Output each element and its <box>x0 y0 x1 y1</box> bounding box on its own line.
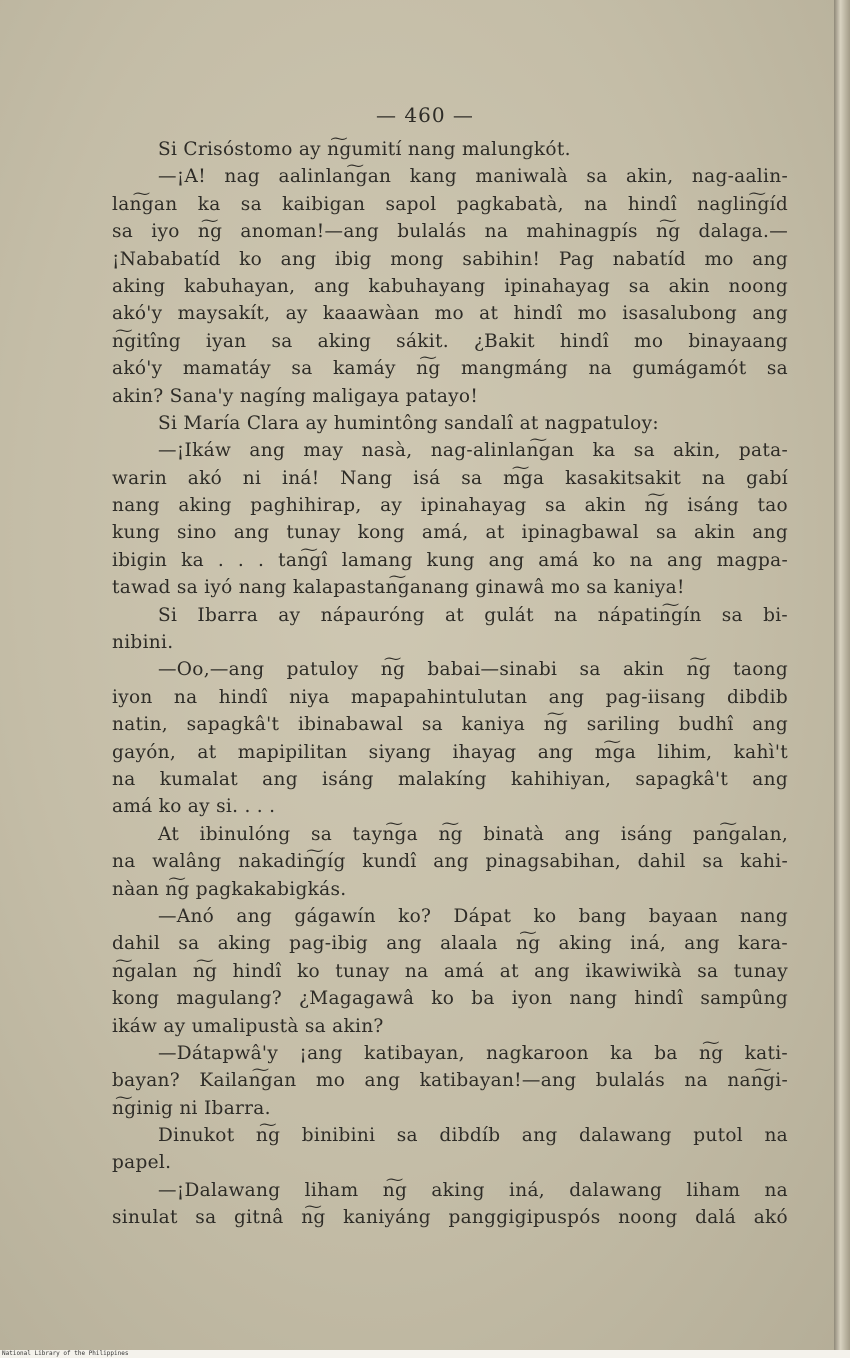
text-line: n͠ginig ni Ibarra. <box>112 1097 271 1119</box>
text-line: Dinukot n͠g binibini sa dibdíb ang dalawang putol na <box>158 1125 788 1147</box>
text-line: aking kabuhayan, ang kabuhayang ipinahayag sa akin noong <box>112 275 788 297</box>
library-credit: National Library of the Philippines <box>2 1350 129 1357</box>
text-line: ¡Nababatíd ko ang ibig mong sabihin! Pag nabatíd mo ang <box>112 248 788 270</box>
text-line: nang aking paghihirap, ay ipinahayag sa akin n͠g isáng tao <box>112 495 788 517</box>
page-number: — 460 — <box>376 103 474 127</box>
text-line: natin, sapagkâ't ibinabawal sa kaniya n͠g sariling budhî ang <box>112 714 788 736</box>
text-line: ikáw ay umalipustà sa akin? <box>112 1015 384 1037</box>
text-line: —¡Ikáw ang may nasà, nag-alinlan͠gan ka sa akin, pata- <box>158 440 788 462</box>
text-line: akó'y maysakít, ay kaaawàan mo at hindî mo isasalubong ang <box>112 303 788 325</box>
text-line: ibigin ka . . . tan͠gî lamang kung ang amá ko na ang magpa- <box>112 549 788 571</box>
text-line: kung sino ang tunay kong amá, at ipinagbawal sa akin ang <box>112 522 788 544</box>
body-text <box>112 136 788 1232</box>
text-line: warin akó ni iná! Nang isá sa m͠ga kasakitsakit na gabí <box>112 467 788 489</box>
text-line: nibini. <box>112 632 174 654</box>
text-line: nàan n͠g pagkakabigkás. <box>112 878 347 900</box>
text-line: iyon na hindî niya mapapahintulutan ang pag-iisang dibdib <box>112 686 788 708</box>
text-line: —¡Dalawang liham n͠g aking iná, dalawang liham na <box>158 1179 788 1201</box>
text-line: akó'y mamatáy sa kamáy n͠g mangmáng na gumágamót sa <box>112 358 788 380</box>
text-line: gayón, at mapipilitan siyang ihayag ang m͠ga lihim, kahì't <box>112 741 788 763</box>
text-line: na kumalat ang isáng malakíng kahihiyan, sapagkâ't ang <box>112 768 788 790</box>
text-line: amá ko ay si. . . . <box>112 796 276 818</box>
text-line: Si Ibarra ay nápauróng at gulát na nápatin͠gín sa bi- <box>158 604 788 626</box>
text-line: At ibinulóng sa tayn͠ga n͠g binatà ang isáng pan͠galan, <box>158 823 788 845</box>
text-line: dahil sa aking pag-ibig ang alaala n͠g aking iná, ang kara- <box>112 933 788 955</box>
page-edge <box>834 0 850 1350</box>
text-line: n͠gitîng iyan sa aking sákit. ¿Bakit hindî mo binayaang <box>112 330 788 352</box>
text-line: na walâng nakadin͠gíg kundî ang pinagsabihan, dahil sa kahi- <box>112 851 788 873</box>
text-line: —¡A! nag aalinlan͠gan kang maniwalà sa akin, nag-aalin- <box>158 166 788 188</box>
text-line: papel. <box>112 1152 172 1174</box>
text-line: sinulat sa gitnâ n͠g kaniyáng panggigipuspós noong dalá akó <box>112 1207 788 1229</box>
text-line: tawad sa iyó nang kalapastan͠ganang ginawâ mo sa kaniya! <box>112 577 685 599</box>
text-line: akin? Sana'y nagíng maligaya patayo! <box>112 385 479 407</box>
text-line: Si Crisóstomo ay n͠gumití nang malungkót. <box>158 139 571 160</box>
text-line: kong magulang? ¿Magagawâ ko ba iyon nang hindî sampûng <box>112 988 788 1010</box>
text-line: —Anó ang gágawín ko? Dápat ko bang bayaan nang <box>158 905 788 927</box>
text-line: lan͠gan ka sa kaibigan sapol pagkabatà, na hindî naglin͠gíd <box>112 193 788 215</box>
text-line: bayan? Kailan͠gan mo ang katibayan!—ang bulalás na nan͠gi- <box>112 1070 788 1092</box>
text-line: n͠galan n͠g hindî ko tunay na amá at ang ikawiwikà sa tunay <box>112 960 788 982</box>
text-line: sa iyo n͠g anoman!—ang bulalás na mahinagpís n͠g dalaga.— <box>112 221 788 243</box>
text-line: Si María Clara ay humintông sandalî at nagpatuloy: <box>158 412 659 434</box>
text-line: —Dátapwâ'y ¡ang katibayan, nagkaroon ka ba n͠g kati- <box>158 1042 788 1064</box>
text-line: —Oo,—ang patuloy n͠g babai—sinabi sa akin n͠g taong <box>158 659 788 681</box>
